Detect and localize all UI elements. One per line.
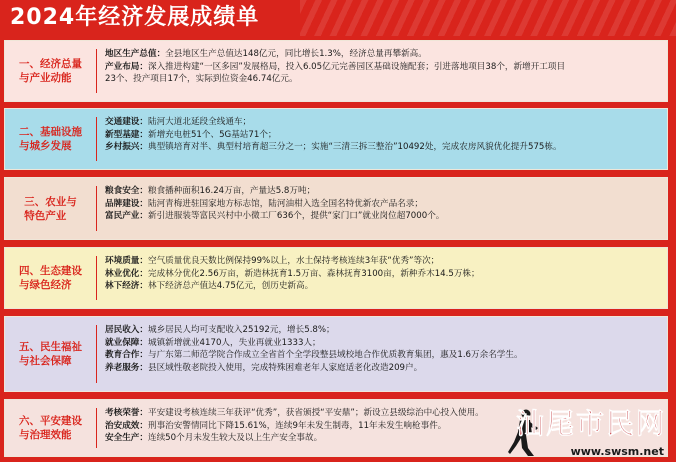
item-key: 安全生产：: [105, 433, 148, 444]
list-item: [105, 198, 661, 211]
section-label: [5, 317, 96, 391]
list-item: [105, 116, 661, 129]
watermark-text: 汕尾市民网: [515, 407, 666, 440]
item-text: 县区域性敬老院投入使用，完成特殊困难老年人家庭适老化改造209户。: [147, 362, 423, 373]
section-label-line: 与治理效能: [19, 429, 72, 441]
section-label-line: 与社会保障: [19, 355, 72, 367]
item-text: 完成林分优化2.56万亩，新造林抚育1.5万亩、森林抚育3100亩，新种乔木14.5万株；: [147, 268, 480, 279]
header-stripes: [300, 0, 676, 36]
list-item: [105, 362, 661, 375]
section-label: [5, 400, 96, 456]
item-key: 林业优化：: [105, 268, 148, 279]
item-text: 林下经济总产值达4.75亿元，创历史新高。: [147, 281, 314, 292]
item-key: 居民收入：: [105, 325, 148, 335]
list-item: [105, 129, 661, 142]
section-label-line: 二、基础设施: [19, 126, 82, 138]
item-key: 乡村振兴：: [105, 142, 148, 153]
item-text: 23个、投产项目17个，实际到位资金46.74亿元。: [105, 74, 298, 85]
item-key: 产业布局：: [105, 61, 148, 72]
item-text: 平安建设考核连续三年获评“优秀”，获省颁授“平安鼎”；新设立县级综治中心投入使用。: [147, 408, 484, 418]
item-key: 养老服务：: [105, 362, 148, 373]
item-key: 交通建设：: [105, 117, 148, 127]
list-item: [105, 61, 661, 74]
section-label: [5, 41, 96, 101]
item-text: 城乡居民人均可支配收入25192元，增长5.8%；: [147, 325, 335, 335]
item-text: 深入推进构建“一区多园”发展格局，投入6.05亿元完善园区基础设施配套；引进落地项目38个，新增开工项目: [147, 61, 566, 72]
section-label-line: 与绿色经济: [19, 279, 72, 291]
item-text: 刑事治安警情同比下降15.61%，连续9年未发生制毒，11年未发生响枪事件。: [147, 420, 447, 431]
item-text: 粮食播种面积16.24万亩，产量达5.8万吨；: [147, 186, 316, 196]
section-label-line: 与城乡发展: [19, 140, 72, 152]
list-item: [105, 48, 661, 61]
item-text: 陆河青梅进驻国家地方标志馆，陆河油柑入选全国名特优新农产品名录；: [147, 198, 423, 209]
section-label-line: 与产业动能: [19, 72, 72, 84]
item-key: 粮食安全：: [105, 186, 148, 196]
list-item: [105, 141, 661, 154]
item-text: 空气质量优良天数比例保持99%以上，水土保持考核连续3年获“优秀”等次；: [147, 256, 440, 266]
item-text: 新引进服装等富民兴村中小微工厂636个，提供“家门口”就业岗位超7000个。: [147, 211, 445, 222]
item-key: 环境质量：: [105, 256, 148, 266]
section-panel-ecology: [4, 247, 668, 309]
item-key: 品牌建设：: [105, 198, 148, 209]
section-body: [97, 248, 667, 308]
list-item: [105, 210, 661, 223]
list-item: [105, 324, 661, 337]
item-key: 就业保障：: [105, 337, 148, 348]
section-body: [97, 109, 667, 169]
watermark-url: www.swsm.net: [570, 445, 664, 458]
list-item: [105, 185, 661, 198]
list-item: [105, 73, 661, 86]
section-label-line: 五、民生福祉: [19, 341, 82, 353]
section-body: [97, 317, 667, 391]
item-key: 新型基建：: [105, 129, 148, 140]
section-body: [97, 178, 667, 239]
section-label-line: 特色产业: [24, 209, 67, 222]
item-key: 考核荣誉：: [105, 408, 148, 418]
section-label-line: 一、经济总量: [19, 58, 82, 70]
item-text: 连续50个月未发生较大及以上生产安全事故。: [147, 433, 323, 444]
list-item: [105, 337, 661, 350]
item-key: 林下经济：: [105, 281, 148, 292]
page-title: 2024年经济发展成绩单: [10, 5, 260, 30]
section-label-line: 三、农业与: [24, 195, 77, 208]
list-item: [105, 349, 661, 362]
section-label-line: 六、平安建设: [19, 415, 82, 427]
item-key: 富民产业：: [105, 211, 148, 222]
section-label: [5, 178, 96, 239]
section-label: [5, 248, 96, 308]
item-key: 地区生产总值：: [105, 49, 166, 59]
item-key: 治安成效：: [105, 420, 148, 431]
watermark-logo: [502, 396, 672, 460]
section-label-line: 四、生态建设: [19, 265, 82, 277]
section-label: [5, 109, 96, 169]
item-key: 教育合作：: [105, 350, 148, 361]
section-panel-agriculture: [4, 177, 668, 240]
list-item: [105, 255, 661, 268]
list-item: [105, 268, 661, 281]
item-text: 典型镇培育对半、典型村培育超三分之一；实施“三清三拆三整治”10492处，完成农房风貌优化提升575栋。: [147, 142, 562, 153]
section-body: [97, 41, 667, 101]
section-panel-livelihood: [4, 316, 668, 392]
item-text: 全县地区生产总值达148亿元，同比增长1.3%，经济总量再攀新高。: [165, 49, 427, 59]
item-text: 新增充电桩51个、5G基站71个；: [147, 129, 277, 140]
item-text: 陆河大道北延段全线通车；: [147, 117, 252, 127]
list-item: [105, 280, 661, 293]
section-panel-infrastructure: [4, 108, 668, 170]
section-panel-economy: [4, 40, 668, 102]
item-text: 城镇新增就业4170人，失业再就业1333人；: [147, 337, 321, 348]
item-text: 与广东第二师范学院合作成立全省首个全学段整县域校地合作优质教育集团，惠及1.6万余名学生。: [147, 350, 523, 361]
